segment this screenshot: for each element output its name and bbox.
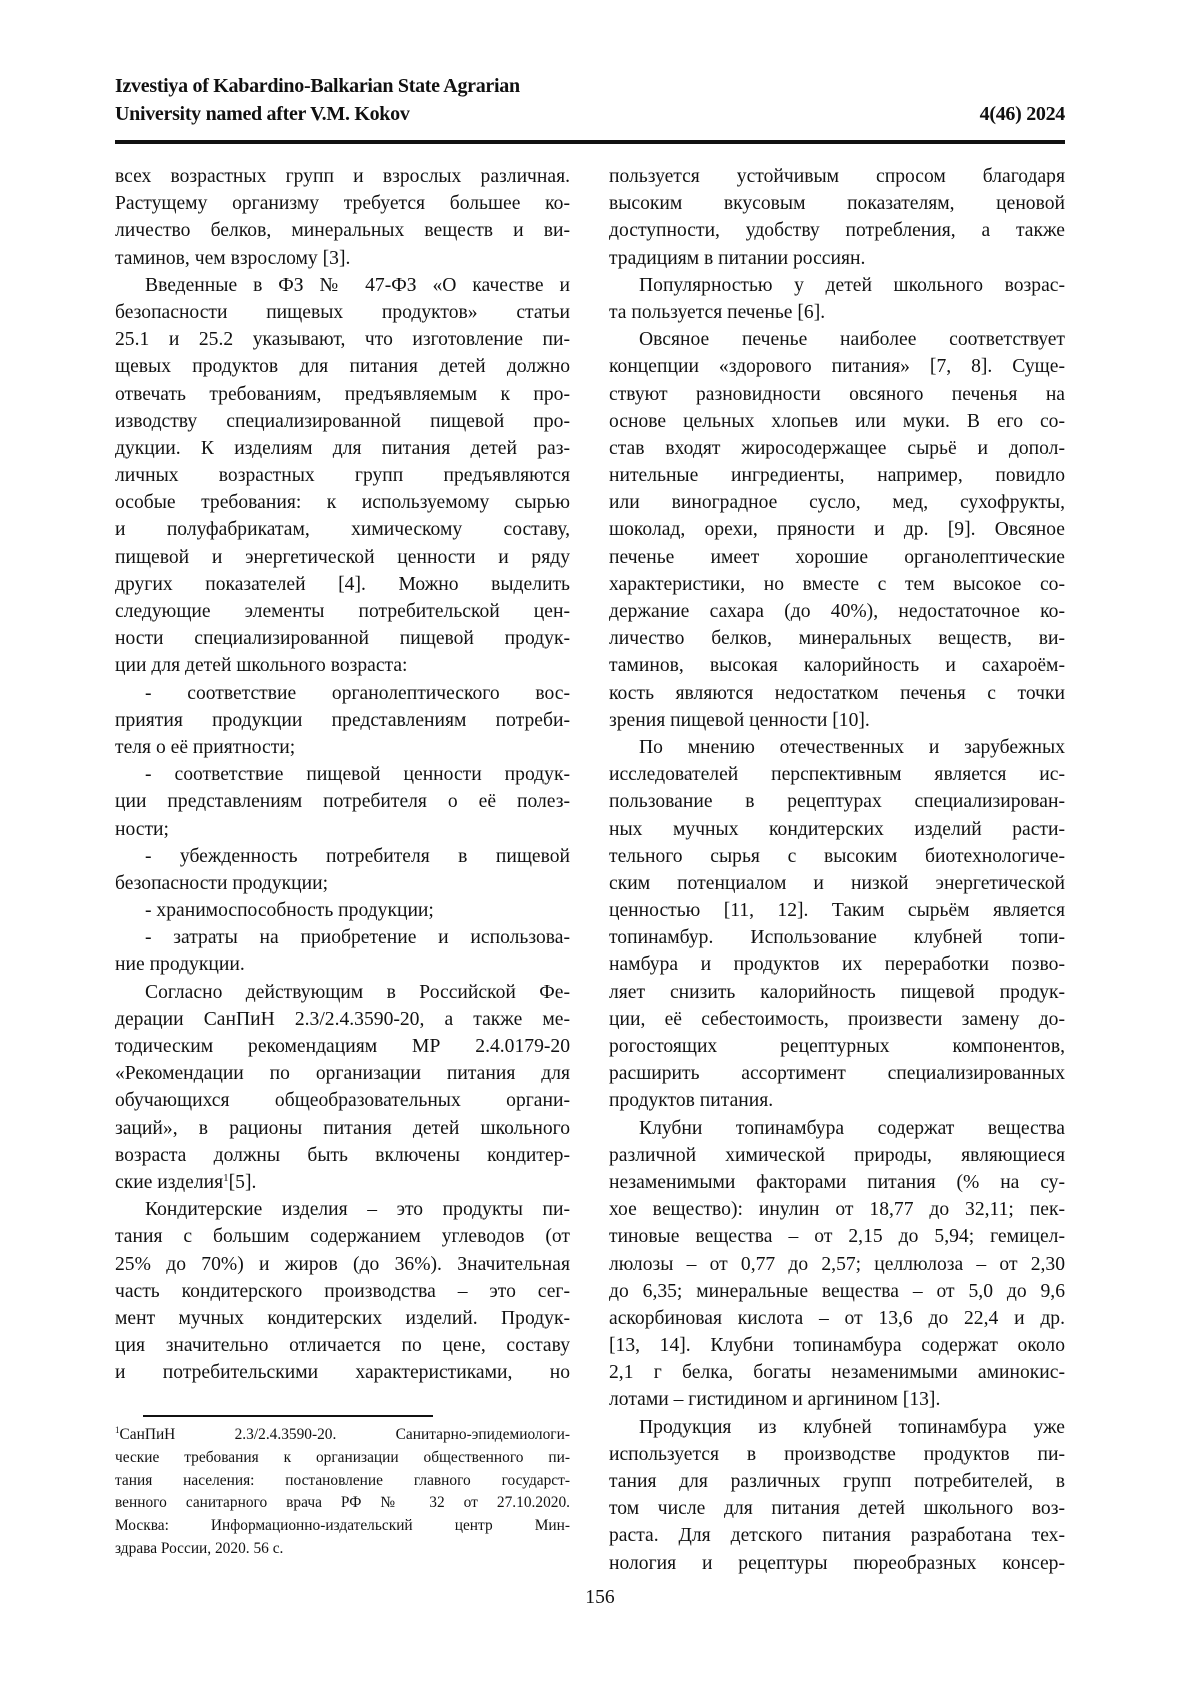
text-line: лотами – гистидином и аргинином [13]. <box>609 1389 941 1411</box>
text-line: возраста должны быть включены кондитер- <box>115 1144 570 1166</box>
footnote-line: Москва: Информационно-издательский центр Мин- <box>115 1517 570 1535</box>
text-line: особые требования: к используемому сырью <box>115 492 570 514</box>
text-line: Овсяное печенье наиболее соответствует <box>639 329 1065 351</box>
text-line: 2,1 г белка, богаты незаменимыми аминокис- <box>609 1362 1065 1384</box>
page-number: 156 <box>585 1587 615 1608</box>
text-line: Популярностью у детей школьного возрас- <box>639 274 1065 296</box>
text-line: тания с большим содержанием углеводов (от <box>115 1226 570 1248</box>
text-line: люлозы – от 0,77 до 2,57; целлюлоза – от 2,30 <box>609 1253 1065 1275</box>
list-item-line: ции представлениям потребителя о её полез- <box>115 791 570 813</box>
text-fragment: ские изделия <box>115 1171 224 1193</box>
text-line: отвечать требованиям, предъявляемым к про- <box>115 383 570 405</box>
header-rule <box>115 140 1065 144</box>
footnote-line: здрава России, 2020. 56 с. <box>115 1539 284 1557</box>
text-line: та пользуется печенье [6]. <box>609 301 826 323</box>
list-item-line: - соответствие пищевой ценности продук- <box>145 764 570 786</box>
citation: [5]. <box>228 1171 257 1193</box>
text-line: ции для детей школьного возраста: <box>115 655 408 677</box>
text-line: пищевой и энергетической ценности и ряду <box>115 546 570 568</box>
text-line: таминов, высокая калорийность и сахароём- <box>609 655 1065 677</box>
list-item-line: теля о её приятности; <box>115 736 296 758</box>
text-line: характеристики, но вместе с тем высокое со- <box>609 573 1065 595</box>
text-line: основе цельных хлопьев или муки. В его со- <box>609 410 1065 432</box>
text-line: «Рекомендации по организации питания для <box>115 1063 570 1085</box>
list-item-line: приятия продукции представлениям потреби- <box>115 709 570 731</box>
text-line: и потребительскими характеристиками, но <box>115 1362 570 1384</box>
text-line: тельного сырья с высоким биотехнологиче- <box>609 845 1065 867</box>
text-line: том числе для питания детей школьного воз- <box>609 1498 1065 1520</box>
footnote-separator <box>143 1415 433 1417</box>
text-line: Кондитерские изделия – это продукты пи- <box>145 1199 570 1221</box>
journal-title-line1: Izvestiya of Kabardino-Balkarian State Agrarian <box>115 75 520 97</box>
text-line: ция значительно отличается по цене, составу <box>115 1335 570 1357</box>
text-line: ции, её себестоимость, произвести замену до- <box>609 1008 1065 1030</box>
text-line: хое вещество): инулин от 18,77 до 32,11; пек- <box>609 1199 1065 1221</box>
text-line: ности специализированной пищевой продук- <box>115 628 570 650</box>
text-line: зрения пищевой ценности [10]. <box>609 709 870 731</box>
journal-title-line2-row <box>115 100 1065 128</box>
text-line: нология и рецептуры пюреобразных консер- <box>609 1552 1065 1574</box>
list-item-line: безопасности продукции; <box>115 872 329 894</box>
text-line: всех возрастных групп и взрослых различная. <box>115 166 570 187</box>
text-line: ных мучных кондитерских изделий расти- <box>609 818 1065 840</box>
list-item-line: ности; <box>115 818 169 840</box>
text-line: таминов, чем взрослому [3]. <box>115 247 351 269</box>
text-line: расширить ассортимент специализированных <box>609 1063 1065 1085</box>
footnote-line: ческие требования к организации общественного пи- <box>115 1448 570 1466</box>
text-line: часть кондитерского производства – это сег- <box>115 1280 570 1302</box>
text-line: дукции. К изделиям для питания детей раз- <box>115 437 570 459</box>
text-line: тания для различных групп потребителей, в <box>609 1471 1065 1492</box>
text-line: топинамбур. Использование клубней топи- <box>609 927 1065 949</box>
issue-number: 4(46) 2024 <box>979 103 1065 125</box>
text-line: незаменимыми факторами питания (% на су- <box>609 1171 1065 1193</box>
text-line: тодическим рекомендациям МР 2.4.0179-20 <box>115 1036 570 1057</box>
running-header <box>115 72 1065 128</box>
text-line: используется в производстве продуктов пи- <box>609 1443 1065 1465</box>
left-column <box>115 163 570 1386</box>
footnote <box>115 1424 570 1561</box>
text-line: до 6,35; минеральные вещества – от 5,0 до 9,6 <box>609 1280 1065 1302</box>
text-line: исследователей перспективным является ис- <box>609 764 1065 786</box>
text-line: изводству специализированной пищевой про- <box>115 410 570 432</box>
text-line: других показателей [4]. Можно выделить <box>115 573 570 595</box>
text-line: доступности, удобству потребления, а также <box>609 220 1065 242</box>
text-line: Продукция из клубней топинамбура уже <box>639 1416 1065 1438</box>
text-line: мент мучных кондитерских изделий. Продук- <box>115 1307 570 1329</box>
footnote-line: венного санитарного врача РФ № 32 от 27.10.2020. <box>115 1494 570 1512</box>
text-line: пользуется устойчивым спросом благодаря <box>609 166 1065 187</box>
text-line: Введенные в ФЗ № 47-ФЗ «О качестве и <box>145 274 570 296</box>
text-line: ским потенциалом и низкой энергетической <box>609 872 1065 894</box>
text-line: шоколад, орехи, пряности и др. [9]. Овсяное <box>609 519 1065 541</box>
text-line: тиновые вещества – от 2,15 до 5,94; гемицел- <box>609 1226 1065 1248</box>
text-line: Клубни топинамбура содержат вещества <box>639 1117 1065 1139</box>
text-line: ляет снизить калорийность пищевой продук- <box>609 981 1065 1003</box>
text-line: ствуют разновидности овсяного печенья на <box>609 383 1065 405</box>
text-line: Согласно действующим в Российской Фе- <box>145 981 570 1003</box>
list-item-line: - соответствие органолептического вос- <box>145 682 570 704</box>
list-item-line: - затраты на приобретение и использова- <box>145 927 570 949</box>
text-line: став входят жиросодержащее сырьё и допол- <box>609 437 1065 459</box>
footnote-line: $^1$СанПиН 2.3/2.4.3590-20. Санитарно-эпидемиологи- <box>115 1425 570 1443</box>
footnote-line: тания населения: постановление главного государст- <box>115 1471 570 1489</box>
text-line: кость являются недостатком печенья с точки <box>609 682 1065 704</box>
text-line: аскорбиновая кислота – от 13,6 до 22,4 и др. <box>609 1307 1065 1329</box>
text-line: ценностью [11, 12]. Таким сырьём является <box>609 900 1065 922</box>
text-line: держание сахара (до 40%), недостаточное ко- <box>609 601 1065 622</box>
text-line: рогостоящих рецептурных компонентов, <box>609 1036 1065 1057</box>
text-line: 25.1 и 25.2 указывают, что изготовление пи- <box>115 329 570 351</box>
list-item-line: - хранимоспособность продукции; <box>145 900 434 922</box>
text-line: щевых продуктов для питания детей должно <box>115 356 570 378</box>
text-line: и полуфабрикатам, химическому составу, <box>115 519 570 541</box>
text-line: дерации СанПиН 2.3/2.4.3590-20, а также ме- <box>115 1008 570 1030</box>
text-line: следующие элементы потребительской цен- <box>115 601 570 622</box>
text-line: продуктов питания. <box>609 1090 774 1112</box>
text-line: По мнению отечественных и зарубежных <box>639 736 1065 758</box>
text-line: [13, 14]. Клубни топинамбура содержат около <box>609 1335 1065 1357</box>
text-line: или виноградное сусло, мед, сухофрукты, <box>609 492 1065 514</box>
text-line: нительные ингредиенты, например, повидло <box>609 465 1065 487</box>
footnote-marker: 1 <box>115 1425 120 1435</box>
text-line: раста. Для детского питания разработана тех- <box>609 1525 1065 1547</box>
right-column <box>609 163 1065 1577</box>
text-line: традициям в питании россиян. <box>609 247 866 269</box>
text-line: Растущему организму требуется большее ко- <box>115 193 570 215</box>
list-item-line: ние продукции. <box>115 954 245 976</box>
text-line: личных возрастных групп предъявляются <box>115 465 570 487</box>
text-line: обучающихся общеобразовательных органи- <box>115 1090 570 1112</box>
text-line: личество белков, минеральных веществ, ви- <box>609 628 1065 650</box>
text-line: различной химической природы, являющиеся <box>609 1144 1065 1166</box>
text-line-with-footnote <box>115 1169 570 1196</box>
footnote-reference[interactable]: 1 <box>223 1171 229 1184</box>
text-line: концепции «здорового питания» [7, 8]. Суще- <box>609 356 1065 378</box>
text-line: заций», в рационы питания детей школьного <box>115 1117 570 1139</box>
list-item-line: - убежденность потребителя в пищевой <box>145 845 570 867</box>
text-line: пользование в рецептурах специализирован- <box>609 791 1065 813</box>
text-line: 25% до 70%) и жиров (до 36%). Значительная <box>115 1253 570 1275</box>
text-line: личество белков, минеральных веществ и ви- <box>115 220 570 242</box>
text-line: высоким вкусовым показателям, ценовой <box>609 193 1065 215</box>
text-line: печенье имеет хорошие органолептические <box>609 546 1065 568</box>
journal-title-line2: University named after V.M. Kokov <box>115 103 410 125</box>
text-line: намбура и продуктов их переработки позво- <box>609 954 1065 976</box>
text-line: безопасности пищевых продуктов» статьи <box>115 301 570 323</box>
